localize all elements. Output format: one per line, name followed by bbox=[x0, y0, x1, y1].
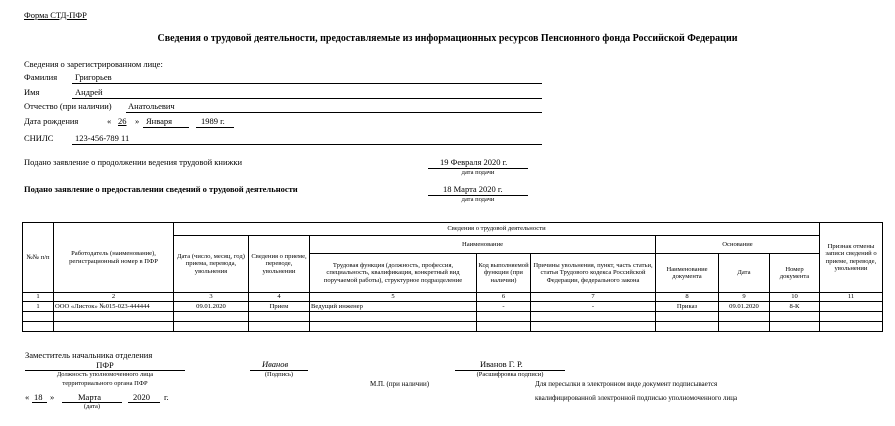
person-section-label: Сведения о зарегистрированном лице: bbox=[24, 59, 163, 69]
date-quote-close: » bbox=[50, 392, 55, 402]
header-info: Сведения о трудовой деятельности bbox=[174, 223, 820, 236]
header-function: Трудовая функция (должность, профессия, специальность, квалификация, конкретный вид поручаемой работы), структурное подразделение bbox=[310, 254, 477, 293]
header-employer: Работодатель (наименование), регистрационный номер в ПФР bbox=[54, 223, 174, 293]
header-naming: Наименование bbox=[310, 236, 656, 254]
provide-label: Подано заявление о предоставлении сведений о трудовой деятельности bbox=[24, 184, 298, 194]
birth-day: 26 bbox=[118, 116, 127, 126]
surname-value: Григорьев bbox=[75, 72, 112, 82]
page-title: Сведения о трудовой деятельности, предоставляемые из информационных ресурсов Пенсионного фонда Российской Федерации bbox=[157, 33, 738, 44]
birth-year-line bbox=[196, 127, 234, 128]
table-row-empty bbox=[23, 312, 883, 322]
row-date: 09.01.2020 bbox=[174, 302, 249, 312]
header-cancel: Признак отмены записи сведений о приеме, переводе, увольнении bbox=[820, 223, 883, 293]
electronic-note-1: Для пересылки в электронном виде документ подписывается bbox=[535, 380, 718, 388]
col-number: 5 bbox=[310, 293, 477, 302]
col-number: 9 bbox=[719, 293, 770, 302]
date-caption: (дата) bbox=[83, 403, 101, 410]
row-function: Ведущий инженер bbox=[310, 302, 477, 312]
snils-line bbox=[72, 144, 542, 145]
continue-label: Подано заявление о продолжении ведения трудовой книжки bbox=[24, 157, 243, 167]
header-event: Сведения о приеме, переводе, увольнении bbox=[249, 236, 310, 293]
name-line bbox=[72, 98, 542, 99]
col-number: 7 bbox=[531, 293, 656, 302]
row-doc-date: 09.01.2020 bbox=[719, 302, 770, 312]
surname-line bbox=[72, 83, 542, 84]
row-doc-num: 8-К bbox=[770, 302, 820, 312]
col-number: 10 bbox=[770, 293, 820, 302]
snils-label: СНИЛС bbox=[24, 133, 54, 143]
signer-org: ПФР bbox=[96, 360, 114, 370]
col-number: 1 bbox=[23, 293, 54, 302]
continue-date-caption: дата подачи bbox=[461, 169, 495, 176]
name-value: Андрей bbox=[75, 87, 103, 97]
date-month: Марта bbox=[78, 392, 102, 402]
header-doc-date: Дата bbox=[719, 254, 770, 293]
row-event: Прием bbox=[249, 302, 310, 312]
row-num: 1 bbox=[23, 302, 54, 312]
provide-date: 18 Марта 2020 г. bbox=[443, 184, 503, 194]
birth-month-line bbox=[143, 127, 189, 128]
header-basis: Основание bbox=[656, 236, 820, 254]
birth-quote-close: » bbox=[135, 116, 140, 126]
provide-date-caption: дата подачи bbox=[461, 196, 495, 203]
date-quote-open: « bbox=[25, 392, 30, 402]
table-row-empty bbox=[23, 322, 883, 332]
col-number: 2 bbox=[54, 293, 174, 302]
header-doc-num: Номер документа bbox=[770, 254, 820, 293]
header-doc-name: Наименование документа bbox=[656, 254, 719, 293]
patronymic-label: Отчество (при наличии) bbox=[24, 101, 112, 111]
position-caption-2: территориального органа ПФР bbox=[62, 380, 148, 387]
patronymic-value: Анатольевич bbox=[128, 101, 175, 111]
patronymic-line bbox=[126, 112, 542, 113]
employment-table bbox=[22, 222, 883, 332]
table-row bbox=[23, 302, 883, 312]
form-code: Форма СТД-ПФР bbox=[24, 10, 87, 20]
signer-position: Заместитель начальника отделения bbox=[25, 350, 153, 360]
signature-caption: (Подпись) bbox=[264, 371, 294, 378]
row-code: - bbox=[477, 302, 531, 312]
row-doc-name: Приказ bbox=[656, 302, 719, 312]
row-employer: ООО «Листок» №015-023-444444 bbox=[54, 302, 174, 312]
electronic-note-2: квалифицированной электронной подписью уполномоченного лица bbox=[535, 394, 738, 402]
date-year: 2020 bbox=[133, 392, 150, 402]
col-number: 8 bbox=[656, 293, 719, 302]
date-day-line bbox=[32, 402, 47, 403]
header-date: Дата (число, месяц, год) приема, перевода, увольнения bbox=[174, 236, 249, 293]
col-number: 6 bbox=[477, 293, 531, 302]
date-day: 18 bbox=[34, 392, 43, 402]
surname-label: Фамилия bbox=[24, 72, 58, 82]
row-reason: - bbox=[531, 302, 656, 312]
signature-value: Иванов bbox=[262, 359, 289, 369]
header-code: Код выполняемой функции (при наличии) bbox=[477, 254, 531, 293]
name-label: Имя bbox=[24, 87, 40, 97]
col-number: 11 bbox=[820, 293, 883, 302]
birth-month: Января bbox=[146, 116, 173, 126]
decode-caption: (Расшифровка подписи) bbox=[476, 371, 544, 378]
row-cancel bbox=[820, 302, 883, 312]
birth-year: 1989 г. bbox=[201, 116, 225, 126]
snils-value: 123-456-789 11 bbox=[75, 133, 130, 143]
header-num: №№ п/п bbox=[23, 223, 54, 293]
col-number: 4 bbox=[249, 293, 310, 302]
birth-quote-open: « bbox=[107, 116, 112, 126]
position-caption-1: Должность уполномоченного лица bbox=[56, 371, 154, 378]
column-number-row bbox=[23, 293, 883, 302]
col-number: 3 bbox=[174, 293, 249, 302]
date-year-suffix: г. bbox=[164, 392, 169, 402]
decode-value: Иванов Г. Р. bbox=[480, 359, 523, 369]
continue-date: 19 Февраля 2020 г. bbox=[440, 157, 508, 167]
stamp-label: М.П. (при наличии) bbox=[370, 380, 430, 388]
header-reason: Причины увольнения, пункт, часть статьи, статья Трудового кодекса Российской Федерации, федерального закона bbox=[531, 254, 656, 293]
birth-label: Дата рождения bbox=[24, 116, 79, 126]
date-year-line bbox=[128, 402, 160, 403]
